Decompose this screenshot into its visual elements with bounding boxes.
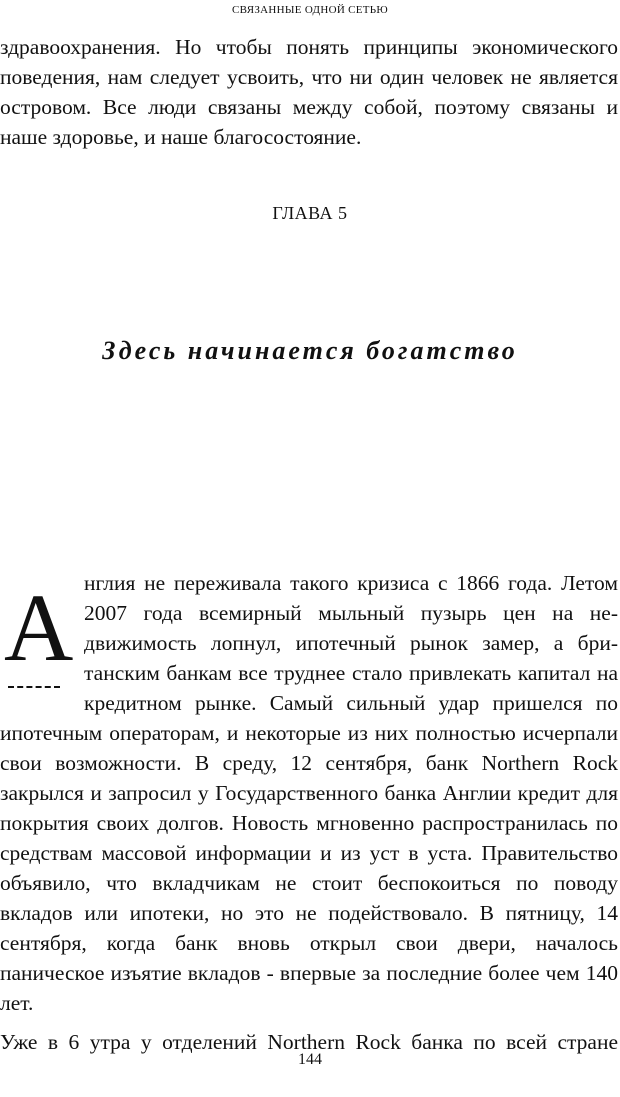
- running-head: СВЯЗАННЫЕ ОДНОЙ СЕТЬЮ: [231, 4, 389, 16]
- text-line: 2007 года всемирный мыльный пузырь цен на не-: [84, 601, 618, 625]
- drop-cap-ornament: [8, 686, 60, 688]
- text-line: движимость лопнул, ипотечный рынок замер, а бри-: [84, 631, 618, 655]
- text-line: объявило, что вкладчикам не стоит беспокоиться по поводу: [0, 871, 618, 895]
- intro-paragraph: [84, 568, 618, 718]
- chapter-title: Здесь начинается богатство: [102, 336, 518, 365]
- text-line: закрылся и запросил у Государственного банка Англии кредит для: [0, 781, 618, 805]
- drop-cap: А: [4, 574, 74, 681]
- text-line: поведения, нам следует усвоить, что ни один человек не является: [0, 65, 618, 89]
- text-line: наше здоровье, и наше благосостояние.: [0, 125, 362, 149]
- body-paragraph: [0, 718, 618, 1018]
- text-line: нглия не переживала такого кризиса с 1866 года. Летом: [84, 571, 618, 595]
- text-line: лет.: [0, 991, 34, 1015]
- text-line: танским банкам все труднее стало привлекать капитал на: [84, 661, 618, 685]
- chapter-label: ГЛАВА 5: [272, 203, 348, 223]
- text-line: ипотечным операторам, и некоторые из них полностью исчерпали: [0, 721, 618, 745]
- page-number: 144: [298, 1051, 322, 1068]
- text-line: островом. Все люди связаны между собой, поэтому связаны и: [0, 95, 618, 119]
- text-line: сентября, когда банк вновь открыл свои двери, началось: [0, 931, 618, 955]
- text-line: паническое изъятие вкладов - впервые за последние более чем 140: [0, 961, 618, 985]
- text-line: вкладов или ипотеки, но это не подействовало. В пятницу, 14: [0, 901, 618, 925]
- text-line: Уже в 6 утра у отделений Northern Rock банка по всей стране: [0, 1030, 618, 1054]
- text-line: кредитном рынке. Самый сильный удар пришелся по: [84, 691, 618, 715]
- text-line: средствам массовой информации и из уст в уста. Правительство: [0, 841, 618, 865]
- text-line: покрытия своих долгов. Новость мгновенно распространилась по: [0, 811, 618, 835]
- top-paragraph: [0, 32, 618, 152]
- text-line: здравоохранения. Но чтобы понять принципы экономического: [0, 35, 618, 59]
- text-line: свои возможности. В среду, 12 сентября, банк Northern Rock: [0, 751, 618, 775]
